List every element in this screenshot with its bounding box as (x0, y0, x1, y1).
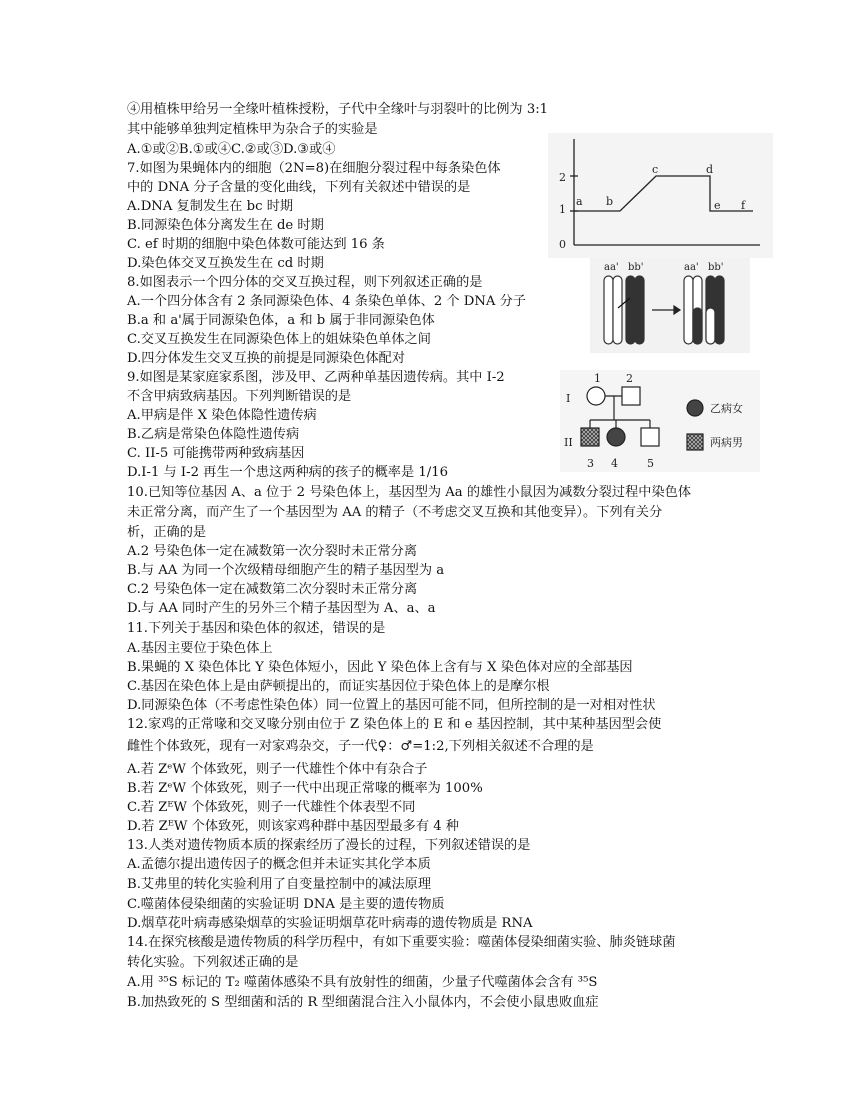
q9-option-d: D.I-1 与 I-2 再生一个患这两种病的孩子的概率是 1/16 (127, 465, 448, 480)
point-c: c (652, 163, 659, 176)
individual-num-3: 3 (587, 457, 594, 470)
question-14-stem: 转化实验。下列叙述正确的是 (127, 955, 299, 970)
q13-option-b: B.艾弗里的转化实验利用了自变量控制中的减法原理 (127, 877, 432, 892)
q7-option-d: D.染色体交叉互换发生在 cd 时期 (127, 256, 324, 271)
question-8-stem: 8.如图表示一个四分体的交叉互换过程，则下列叙述正确的是 (127, 275, 483, 290)
q13-option-d: D.烟草花叶病毒感染烟草的实验证明烟草花叶病毒的遗传物质是 RNA (127, 916, 533, 931)
question-10-stem: 析，正确的是 (127, 525, 207, 540)
label-aa-right: aa' (684, 262, 699, 273)
question-14-stem: 14.在探究核酸是遗传物质的科学历程中，有如下重要实验：噬菌体侵染细菌实验、肺炎链球菌 (127, 935, 676, 950)
question-9-stem: 不含甲病致病基因。下列判断错误的是 (127, 389, 352, 404)
question-12-stem: 雌性个体致死，现有一对家鸡杂交，子一代♀：♂=1:2,下列相关叙述不合理的是 (127, 739, 594, 754)
point-b: b (606, 195, 614, 208)
question-13-stem: 13.人类对遗传物质本质的探索经历了漫长的过程，下列叙述错误的是 (127, 838, 531, 853)
text-line: A.①或②B.①或④C.②或③D.③或④ (127, 142, 336, 157)
chromatid-b (626, 276, 635, 344)
q7-option-b: B.同源染色体分离发生在 de 时期 (127, 218, 324, 233)
label-bb-right: bb' (708, 262, 724, 273)
q11-option-a: A.基因主要位于染色体上 (127, 641, 273, 656)
point-f: f (741, 199, 746, 212)
q7-option-c: C. ef 时期的细胞中染色体数可能达到 16 条 (127, 237, 385, 252)
q14-option-b: B.加热致死的 S 型细菌和活的 R 型细菌混合注入小鼠体内，不会使小鼠患败血症 (127, 995, 599, 1010)
point-d: d (706, 163, 714, 176)
individual-i-2-male (622, 387, 640, 405)
question-7-stem: 中的 DNA 分子含量的变化曲线，下列有关叙述中错误的是 (127, 180, 471, 195)
q12-option-d: D.若 ZᴱW 个体致死，则该家鸡种群中基因型最多有 4 种 (127, 819, 459, 834)
q9-option-a: A.甲病是伴 X 染色体隐性遗传病 (127, 408, 317, 423)
q11-option-d: D.同源染色体（不考虑性染色体）同一位置上的基因可能不同，但所控制的是一对相对性状 (127, 698, 656, 713)
q10-option-b: B.与 AA 为同一个次级精母细胞产生的精子基因型为 a (127, 563, 445, 578)
question-11-stem: 11.下列关于基因和染色体的叙述，错误的是 (127, 621, 386, 636)
question-10-stem: 未正常分离，而产生了一个基因型为 AA 的精子（不考虑交叉互换和其他变异）。下列有关分 (127, 505, 663, 520)
generation-i-label: I (566, 392, 571, 405)
question-9-stem: 9.如图是某家庭家系图，涉及甲、乙两种单基因遗传病。其中 I-2 (127, 370, 505, 385)
generation-ii-label: II (564, 436, 573, 449)
question-10-stem: 10.已知等位基因 A、a 位于 2 号染色体上，基因型为 Aa 的雄性小鼠因为减数分裂过程中染色体 (127, 485, 692, 500)
q13-option-a: A.孟德尔提出遗传因子的概念但并未证实其化学本质 (127, 857, 431, 872)
pedigree-chart (560, 370, 760, 472)
point-a: a (576, 195, 583, 208)
q12-option-c: C.若 ZᴱW 个体致死，则子一代雄性个体表型不同 (127, 800, 416, 815)
y-tick-0: 0 (559, 238, 566, 251)
legend-label-male-both: 两病男 (710, 436, 743, 449)
individual-ii-3-both-diseases-male (581, 428, 599, 446)
individual-num-4: 4 (611, 457, 618, 470)
label-aa-left: aa' (604, 262, 619, 273)
q9-option-c: C. II-5 可能携带两种致病基因 (127, 446, 305, 461)
q13-option-c: C.噬菌体侵染细菌的实验证明 DNA 是主要的遗传物质 (127, 897, 445, 912)
q8-option-c: C.交叉互换发生在同源染色体上的姐妹染色单体之间 (127, 332, 431, 347)
individual-num-1: 1 (594, 372, 601, 385)
chromatid-a-prime (613, 276, 622, 344)
individual-i-1-female (587, 387, 605, 405)
q9-option-b: B.乙病是常染色体隐性遗传病 (127, 427, 300, 442)
y-tick-1: 1 (559, 203, 566, 216)
q14-option-a: A.用 ³⁵S 标记的 T₂ 噬菌体感染不具有放射性的细菌，少量子代噬菌体会含有 ³⁵S (127, 975, 598, 990)
individual-num-2: 2 (626, 372, 633, 385)
chromatid-a (604, 276, 613, 344)
q10-option-c: C.2 号染色体一定在减数第二次分裂时未正常分离 (127, 582, 418, 597)
tetrad-crossover-figure (590, 258, 750, 353)
q8-option-d: D.四分体发生交叉互换的前提是同源染色体配对 (127, 351, 406, 366)
q7-option-a: A.DNA 复制发生在 bc 时期 (127, 199, 294, 214)
q12-option-a: A.若 ZᵉW 个体致死，则子一代雄性个体中有杂合子 (127, 762, 428, 777)
legend-female-b-symbol (687, 400, 703, 416)
legend-male-both-symbol (687, 434, 703, 450)
q10-option-a: A.2 号染色体一定在减数第一次分裂时未正常分离 (127, 544, 418, 559)
q8-option-a: A.一个四分体含有 2 条同源染色体、4 条染色单体、2 个 DNA 分子 (127, 294, 526, 309)
chromatid-b-prime (635, 276, 644, 344)
q11-option-c: C.基因在染色体上是由萨顿提出的，而证实基因位于染色体上的是摩尔根 (127, 679, 550, 694)
q10-option-d: D.与 AA 同时产生的另外三个精子基因型为 A、a、a (127, 601, 436, 616)
text-line: ④用植株甲给另一全缘叶植株授粉，子代中全缘叶与羽裂叶的比例为 3:1 (127, 102, 549, 117)
question-7-stem: 7.如图为果蝇体内的细胞（2N=8)在细胞分裂过程中每条染色体 (127, 161, 501, 176)
dna-content-graph (548, 133, 773, 258)
question-12-stem: 12.家鸡的正常喙和交叉喙分别由位于 Z 染色体上的 E 和 e 基因控制，其中某种基因型会使 (127, 717, 662, 732)
label-bb-left: bb' (628, 262, 644, 273)
legend-label-female-b: 乙病女 (710, 402, 743, 415)
q12-option-b: B.若 ZᵉW 个体致死，则子一代中出现正常喙的概率为 100% (127, 781, 483, 796)
point-e: e (714, 199, 721, 212)
individual-ii-5-male (641, 428, 659, 446)
text-line: 其中能够单独判定植株甲为杂合子的实验是 (127, 122, 378, 137)
q8-option-b: B.a 和 a'属于同源染色体，a 和 b 属于非同源染色体 (127, 313, 435, 328)
y-tick-2: 2 (559, 171, 566, 184)
individual-num-5: 5 (647, 457, 654, 470)
q11-option-b: B.果蝇的 X 染色体比 Y 染色体短小，因此 Y 染色体上含有与 X 染色体对应的全部基因 (127, 660, 633, 675)
individual-ii-4-disease-b-female (607, 428, 625, 446)
